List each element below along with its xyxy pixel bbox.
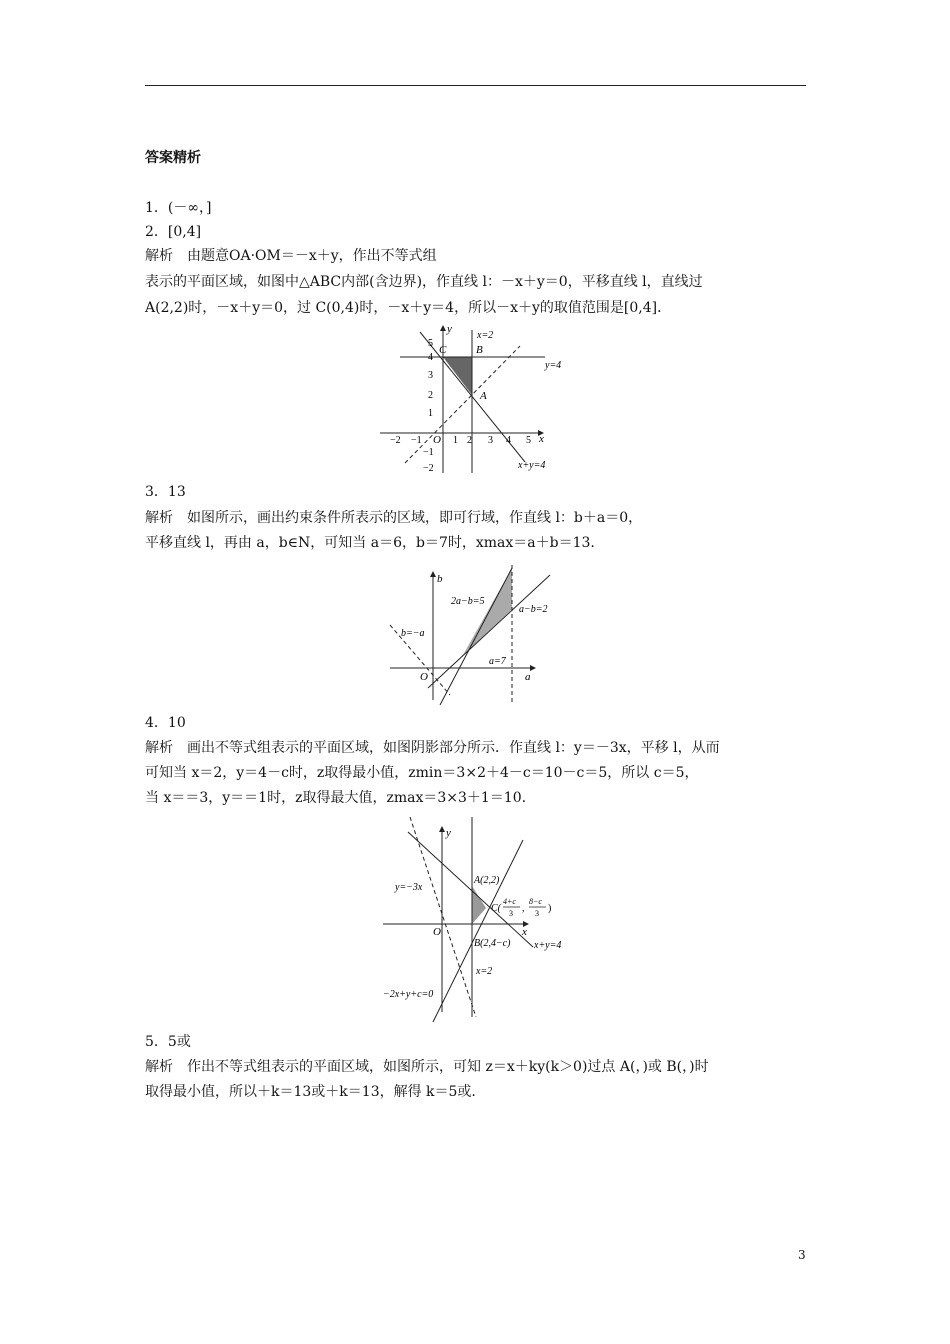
c-frac1-den: 3 (509, 909, 513, 918)
q4-answer: 4．10 (145, 715, 186, 731)
point-b-label: B (476, 344, 483, 356)
q2-answer: 2．[0,4] (145, 224, 202, 240)
origin-label: O (433, 926, 441, 938)
x-tick-label: 4 (506, 435, 511, 446)
origin-label: O (433, 434, 441, 446)
q2-explanation-1: 解析 由题意OA·OM＝－x＋y，作出不等式组 (145, 248, 437, 264)
label-a-eq-7: a=7 (489, 656, 506, 667)
point-a-label: A (480, 390, 487, 402)
x-axis-label: x (522, 926, 527, 938)
q5-explanation-2: 取得最小值，所以＋k＝13或＋k＝13，解得 k＝5或. (145, 1084, 476, 1100)
q4-explanation-3: 当 x＝＝3，y＝＝1时，z取得最大值，zmax＝3×3＋1＝10. (145, 790, 527, 806)
q2-figure (375, 318, 575, 478)
y-tick-label: −1 (423, 447, 434, 458)
q3-explanation-2: 平移直线 l，再由 a，b∈N，可知当 a＝6，b＝7时，xmax＝a＋b＝13. (145, 535, 595, 551)
c-frac2-den: 3 (535, 909, 539, 918)
label-a-minus-b-eq-2: a−b=2 (519, 604, 548, 615)
label-x-eq-2: x=2 (476, 966, 493, 977)
y-tick-label: −2 (423, 463, 434, 474)
line-a-minus-b-eq-2 (428, 575, 550, 688)
q3-figure (385, 560, 565, 710)
a-axis-label: a (525, 671, 531, 683)
label-b-eq-neg-a: b=−a (401, 628, 425, 639)
x-tick-label: 5 (526, 435, 531, 446)
origin-label: O (420, 671, 428, 683)
y-tick-label: 2 (428, 390, 433, 401)
line-x-plus-y-eq-4 (408, 832, 533, 947)
label-y-eq-4: y=4 (545, 360, 562, 371)
y-tick-label: 1 (428, 408, 433, 419)
header-rule (145, 85, 806, 86)
x-tick-label: 3 (488, 435, 493, 446)
b-axis-label: b (437, 573, 443, 585)
label-x-eq-2: x=2 (477, 330, 494, 341)
line-2a-minus-b-eq-5 (440, 568, 512, 705)
q2-explanation-3: A(2,2)时，－x＋y＝0，过 C(0,4)时，－x＋y＝4，所以－x＋y的取值范围是[0,4]． (145, 300, 672, 316)
x-tick-label: 2 (467, 435, 472, 446)
q4-explanation-2: 可知当 x＝2，y＝4－c时，z取得最小值，zmin＝3×2＋4－c＝10－c＝5，所以 c＝5， (145, 765, 699, 781)
x-axis-label: x (539, 433, 544, 445)
x-tick-label: −2 (390, 435, 401, 446)
x-tick-label: 1 (453, 435, 458, 446)
c-separator: , (522, 903, 525, 914)
section-heading: 答案精析 (145, 150, 201, 166)
q5-explanation-1: 解析 作出不等式组表示的平面区域，如图所示，可知 z＝x＋ky(k＞0)过点 A(，)或 B(，)时 (145, 1059, 709, 1075)
c-close-paren: ) (548, 903, 552, 914)
y-axis-label: y (446, 827, 451, 839)
label-x-plus-y-eq-4: x+y=4 (534, 940, 562, 951)
c-frac1-num: 4+c (503, 897, 516, 906)
label-x-plus-y-eq-4: x+y=4 (518, 460, 546, 471)
point-c-label: C (439, 344, 447, 356)
q4-explanation-1: 解析 画出不等式组表示的平面区域，如图阴影部分所示．作直线 l：y＝－3x，平移 l，从而 (145, 740, 720, 756)
page-number: 3 (798, 1248, 806, 1262)
q3-explanation-1: 解析 如图所示，画出约束条件所表示的区域，即可行域，作直线 l：b＋a＝0， (145, 510, 643, 526)
label-2a-minus-b-eq-5: 2a−b=5 (451, 596, 485, 607)
q5-answer: 5．5或 (145, 1034, 191, 1050)
label-neg2x-plus-y-plus-c: −2x+y+c=0 (383, 989, 434, 1000)
line-y-eq-neg3x (410, 817, 476, 1017)
x-tick-label: −1 (411, 435, 422, 446)
q4-figure (378, 812, 578, 1027)
q3-answer: 3．13 (145, 484, 186, 500)
y-tick-label: 3 (428, 370, 433, 381)
y-axis-label: y (447, 323, 452, 335)
y-tick-label: 4 (428, 352, 433, 363)
c-frac2-num: 8−c (529, 897, 542, 906)
label-y-eq-neg3x: y=−3x (395, 882, 423, 893)
q2-explanation-2: 表示的平面区域，如图中△ABC内部(含边界)，作直线 l：－x＋y＝0，平移直线 l，直线过 (145, 274, 703, 290)
point-b-label: B(2,4−c) (474, 938, 511, 949)
feasible-region (443, 357, 472, 395)
q1-answer: 1．(－∞，] (145, 200, 212, 216)
point-c-label: C( (491, 903, 501, 914)
y-tick-label: 5 (428, 338, 433, 349)
point-a-label: A(2,2) (474, 875, 500, 886)
